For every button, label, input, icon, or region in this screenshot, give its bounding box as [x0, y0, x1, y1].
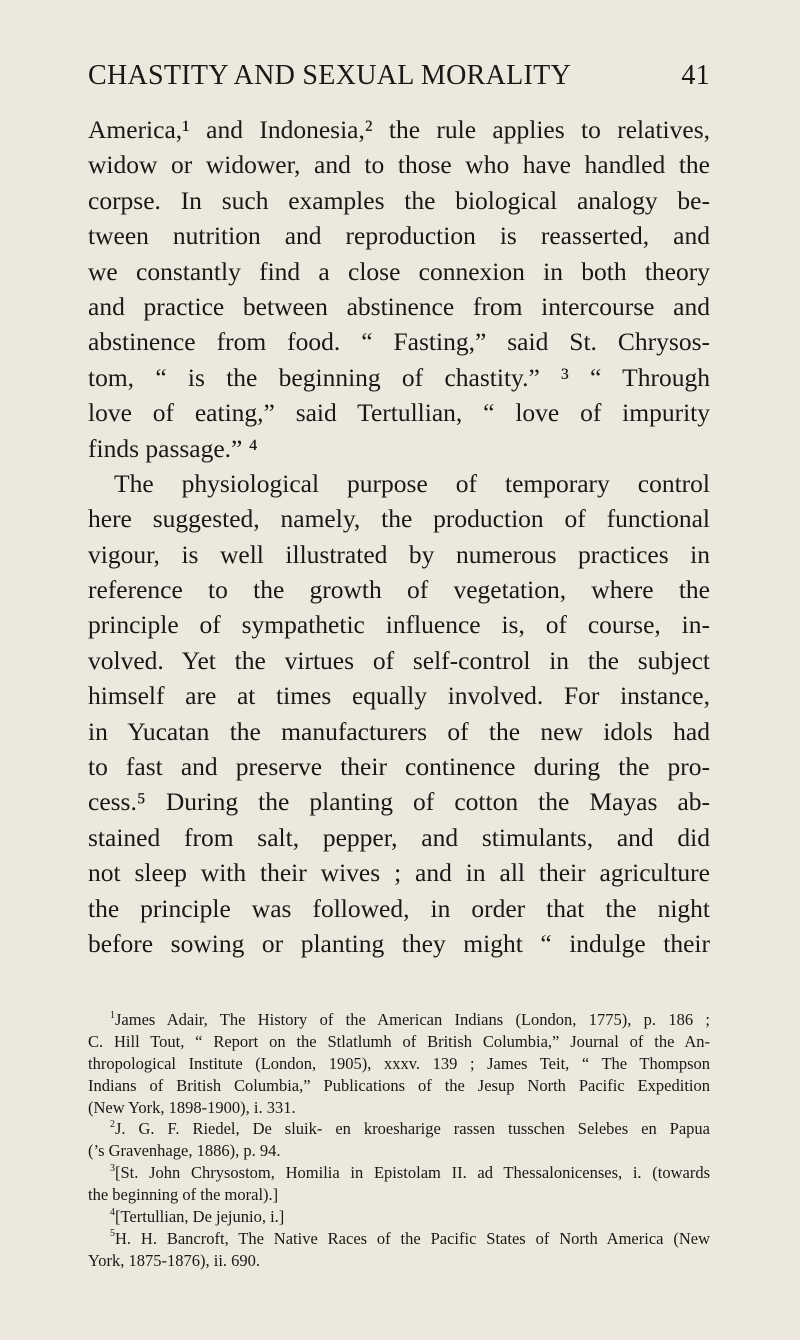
body-line: finds passage.” ⁴ — [88, 433, 258, 463]
footnote-marker: 3 — [110, 1162, 115, 1174]
running-title: CHASTITY AND SEXUAL MORALITY — [88, 60, 572, 91]
footnote-marker: 4 — [110, 1206, 115, 1218]
body-line: the principle was followed, in order that the night — [88, 893, 710, 923]
footnote-marker: 2 — [110, 1118, 115, 1130]
body-line: corpse. In such examples the biological analogy be- — [88, 185, 710, 215]
footnote-text: James Adair, The History of the American Indians (London, 1775), p. 186 ; — [115, 1010, 710, 1029]
footnote-text: J. G. F. Riedel, De sluik- en kroesharige rassen tusschen Selebes en Papua — [115, 1119, 710, 1139]
footnote-line: (’s Gravenhage, 1886), p. 94. — [88, 1141, 281, 1161]
body-line: America,¹ and Indonesia,² the rule applies to relatives, — [88, 115, 710, 144]
body-line: love of eating,” said Tertullian, “ love of impurity — [88, 398, 710, 428]
body-line: before sowing or planting they might “ indulge their — [88, 928, 710, 958]
footnote-line — [88, 1162, 710, 1184]
footnote-line: (New York, 1898-1900), i. 331. — [88, 1097, 296, 1117]
footnote-marker: 1 — [110, 1009, 115, 1021]
body-line: to fast and preserve their continence during the pro- — [88, 752, 710, 782]
body-line: not sleep with their wives ; and in all their agriculture — [88, 858, 710, 888]
footnote-line: C. Hill Tout, “ Report on the Stlatlumh of British Columbia,” Journal of the An- — [88, 1031, 710, 1051]
footnote-line: thropological Institute (London, 1905), xxxv. 139 ; James Teit, “ The Thompson — [88, 1053, 710, 1073]
body-line: tom, “ is the beginning of chastity.” ³ “ Through — [88, 362, 710, 392]
footnote-line: York, 1875-1876), ii. 690. — [88, 1250, 261, 1270]
footnote-line — [88, 1009, 710, 1031]
body-line: The physiological purpose of temporary control — [114, 468, 710, 498]
footnote-text: [Tertullian, De jejunio, i.] — [115, 1207, 285, 1227]
body-line: abstinence from food. “ Fasting,” said St. Chrysos- — [88, 327, 710, 357]
body-line: principle of sympathetic influence is, of course, in- — [88, 610, 710, 640]
body-line: volved. Yet the virtues of self-control in the subject — [88, 645, 710, 675]
body-line: widow or widower, and to those who have handled the — [88, 150, 710, 180]
body-line: in Yucatan the manufacturers of the new idols had — [88, 716, 710, 746]
footnote-line — [88, 1228, 710, 1250]
body-line: cess.⁵ During the planting of cotton the Mayas ab- — [88, 787, 710, 817]
body-line: stained from salt, pepper, and stimulants, and did — [88, 822, 710, 852]
footnote-text: H. H. Bancroft, The Native Races of the Pacific States of North America (New — [115, 1228, 710, 1248]
body-text — [88, 112, 710, 961]
body-line: and practice between abstinence from intercourse and — [88, 291, 710, 321]
body-line: vigour, is well illustrated by numerous practices in — [88, 539, 710, 569]
footnote-line — [88, 1206, 710, 1228]
footnote-line — [88, 1118, 710, 1140]
body-line: we constantly find a close connexion in both theory — [88, 256, 710, 286]
body-line: tween nutrition and reproduction is reasserted, and — [88, 221, 710, 251]
footnote-line: Indians of British Columbia,” Publications of the Jesup North Pacific Expedition — [88, 1075, 710, 1095]
footnote-text: [St. John Chrysostom, Homilia in Epistolam II. ad Thessalonicenses, i. (towards — [115, 1163, 710, 1183]
footnotes — [88, 1009, 710, 1272]
body-line: reference to the growth of vegetation, where the — [88, 575, 710, 605]
body-line: himself are at times equally involved. For instance, — [88, 681, 710, 711]
footnote-marker: 5 — [110, 1228, 115, 1240]
page-number: 41 — [681, 60, 710, 91]
body-line: here suggested, namely, the production of functional — [88, 504, 710, 534]
footnote-line: the beginning of the moral).] — [88, 1185, 279, 1205]
